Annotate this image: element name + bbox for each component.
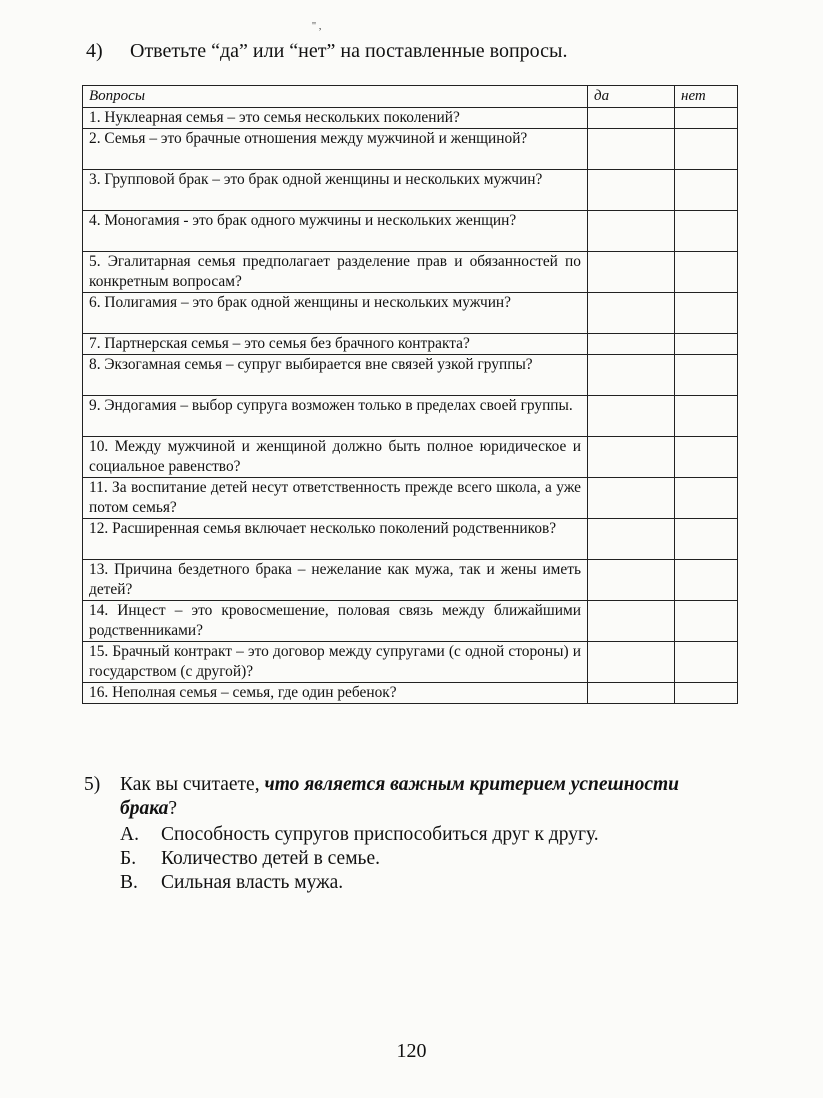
answer-no-cell[interactable] <box>675 252 738 293</box>
question-cell: 11. За воспитание детей несут ответственность прежде всего школа, а уже потом семья? <box>83 478 588 519</box>
question-5-options <box>120 823 774 895</box>
answer-no-cell[interactable] <box>675 642 738 683</box>
option-b[interactable] <box>120 847 774 871</box>
option-letter: Б. <box>120 848 137 869</box>
answer-no-cell[interactable] <box>675 396 738 437</box>
answer-yes-cell[interactable] <box>588 108 675 129</box>
question-5-emphasis-2: брака <box>120 798 169 819</box>
question-5-number: 5) <box>84 774 101 795</box>
question-cell: 12. Расширенная семья включает несколько поколений родственников? <box>83 519 588 560</box>
question-cell: 4. Моногамия - это брак одного мужчины и нескольких женщин? <box>83 211 588 252</box>
answer-no-cell[interactable] <box>675 437 738 478</box>
table-row <box>83 683 738 704</box>
question-5-emphasis: что является важным критерием успешности <box>264 774 679 795</box>
answer-no-cell[interactable] <box>675 560 738 601</box>
question-cell: 8. Экзогамная семья – супруг выбирается вне связей узкой группы? <box>83 355 588 396</box>
question-cell: 15. Брачный контракт – это договор между супругами (с одной стороны) и государством (с другой)? <box>83 642 588 683</box>
question-5-end: ? <box>168 798 178 819</box>
answer-no-cell[interactable] <box>675 478 738 519</box>
answer-no-cell[interactable] <box>675 211 738 252</box>
question-cell: 14. Инцест – это кровосмешение, половая связь между ближайшими родственниками? <box>83 601 588 642</box>
answer-no-cell[interactable] <box>675 683 738 704</box>
question-cell: 2. Семья – это брачные отношения между мужчиной и женщиной? <box>83 129 588 170</box>
option-a[interactable] <box>120 823 774 847</box>
header-no: нет <box>675 86 738 108</box>
header-questions: Вопросы <box>83 86 588 108</box>
question-cell: 1. Нуклеарная семья – это семья нескольких поколений? <box>83 108 588 129</box>
option-text: Способность супругов приспособиться друг к другу. <box>161 824 599 845</box>
answer-yes-cell[interactable] <box>588 560 675 601</box>
scan-mark: '' , <box>312 20 322 32</box>
table-row <box>83 519 738 560</box>
answer-no-cell[interactable] <box>675 334 738 355</box>
answer-yes-cell[interactable] <box>588 129 675 170</box>
answer-yes-cell[interactable] <box>588 252 675 293</box>
question-cell: 6. Полигамия – это брак одной женщины и нескольких мужчин? <box>83 293 588 334</box>
table-row <box>83 478 738 519</box>
question-5-lead: Как вы считаете, <box>120 774 265 795</box>
option-c[interactable] <box>120 871 774 895</box>
header-yes: да <box>588 86 675 108</box>
table-row <box>83 211 738 252</box>
answer-yes-cell[interactable] <box>588 211 675 252</box>
answer-yes-cell[interactable] <box>588 478 675 519</box>
answer-yes-cell[interactable] <box>588 396 675 437</box>
table-row <box>83 396 738 437</box>
table-row <box>83 437 738 478</box>
table-row <box>83 334 738 355</box>
questions-table <box>82 85 738 704</box>
table-row <box>83 129 738 170</box>
answer-no-cell[interactable] <box>675 108 738 129</box>
question-cell: 9. Эндогамия – выбор супруга возможен только в пределах своей группы. <box>83 396 588 437</box>
question-5 <box>84 773 774 895</box>
option-letter: А. <box>120 824 139 845</box>
question-cell: 7. Партнерская семья – это семья без брачного контракта? <box>83 334 588 355</box>
answer-no-cell[interactable] <box>675 355 738 396</box>
question-4-title <box>86 40 567 63</box>
answer-no-cell[interactable] <box>675 601 738 642</box>
answer-yes-cell[interactable] <box>588 642 675 683</box>
answer-no-cell[interactable] <box>675 129 738 170</box>
table-row <box>83 601 738 642</box>
answer-yes-cell[interactable] <box>588 170 675 211</box>
table-row <box>83 355 738 396</box>
table-header-row <box>83 86 738 108</box>
page-number: 120 <box>396 1040 427 1062</box>
question-cell: 13. Причина бездетного брака – нежелание как мужа, так и жены иметь детей? <box>83 560 588 601</box>
question-5-text <box>120 773 774 821</box>
table-row <box>83 293 738 334</box>
table-row <box>83 170 738 211</box>
answer-no-cell[interactable] <box>675 170 738 211</box>
answer-no-cell[interactable] <box>675 519 738 560</box>
answer-yes-cell[interactable] <box>588 293 675 334</box>
question-cell: 10. Между мужчиной и женщиной должно быть полное юридическое и социальное равенство? <box>83 437 588 478</box>
option-text: Количество детей в семье. <box>161 848 380 869</box>
question-cell: 5. Эгалитарная семья предполагает разделение прав и обязанностей по конкретным вопросам? <box>83 252 588 293</box>
answer-yes-cell[interactable] <box>588 355 675 396</box>
table-row <box>83 560 738 601</box>
answer-yes-cell[interactable] <box>588 683 675 704</box>
table-row <box>83 642 738 683</box>
option-letter: В. <box>120 872 138 893</box>
table-row <box>83 108 738 129</box>
answer-yes-cell[interactable] <box>588 437 675 478</box>
question-cell: 16. Неполная семья – семья, где один ребенок? <box>83 683 588 704</box>
answer-no-cell[interactable] <box>675 293 738 334</box>
answer-yes-cell[interactable] <box>588 519 675 560</box>
option-text: Сильная власть мужа. <box>161 872 344 893</box>
table-row <box>83 252 738 293</box>
question-4-number: 4) <box>86 40 103 62</box>
answer-yes-cell[interactable] <box>588 334 675 355</box>
answer-yes-cell[interactable] <box>588 601 675 642</box>
question-cell: 3. Групповой брак – это брак одной женщины и нескольких мужчин? <box>83 170 588 211</box>
question-4-text: Ответьте “да” или “нет” на поставленные вопросы. <box>130 40 568 62</box>
